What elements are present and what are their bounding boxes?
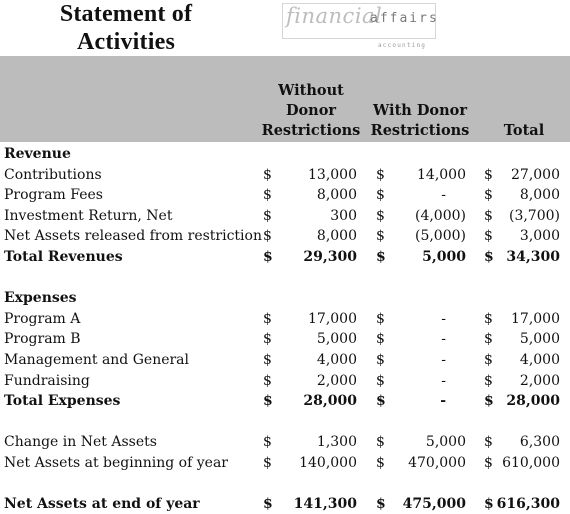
without-donor-value: 141,300 <box>293 496 357 513</box>
currency-sign: $ <box>484 249 494 265</box>
total-value: 27,000 <box>511 166 560 183</box>
table-row <box>0 165 570 185</box>
currency-sign: $ <box>376 228 385 245</box>
title-line-2: Activities <box>77 29 175 55</box>
with-donor-value: (5,000) <box>414 228 466 245</box>
with-donor-value: 5,000 <box>422 249 466 265</box>
header-without-line-3: Restrictions <box>261 122 361 139</box>
without-donor-value: 2,000 <box>316 372 357 389</box>
without-donor-value: 8,000 <box>316 187 357 204</box>
currency-sign: $ <box>484 352 493 368</box>
without-donor-value: 17,000 <box>308 310 357 327</box>
total-row <box>0 494 570 514</box>
total-value: 3,000 <box>519 228 560 245</box>
row-label: Program A <box>4 310 81 327</box>
row-label: Fundraising <box>4 372 90 389</box>
currency-sign: $ <box>484 372 493 389</box>
currency-sign: $ <box>376 207 385 224</box>
table-row <box>0 432 570 452</box>
total-value: (3,700) <box>508 207 560 224</box>
currency-sign: $ <box>376 166 385 183</box>
section-heading-expenses <box>0 288 570 308</box>
currency-sign: $ <box>263 228 272 245</box>
section-label: Expenses <box>4 290 77 307</box>
table-row <box>0 371 570 391</box>
table-row <box>0 329 570 349</box>
spacer-row <box>0 268 570 288</box>
currency-sign: $ <box>376 310 385 327</box>
total-value: 8,000 <box>519 187 560 204</box>
currency-sign: $ <box>263 393 273 410</box>
with-donor-value: 470,000 <box>408 455 466 471</box>
total-value: 6,300 <box>519 434 560 451</box>
logo-tagline: accounting <box>378 42 427 49</box>
total-value: 5,000 <box>519 331 560 348</box>
currency-sign: $ <box>263 434 272 451</box>
row-label: Total Expenses <box>4 393 121 410</box>
currency-sign: $ <box>484 496 494 513</box>
currency-sign: $ <box>484 228 493 245</box>
with-donor-value: 5,000 <box>425 434 466 451</box>
currency-sign: $ <box>376 455 385 471</box>
with-donor-value: - <box>440 393 446 410</box>
with-donor-value: - <box>441 372 446 389</box>
total-value: 610,000 <box>502 455 560 471</box>
currency-sign: $ <box>484 310 493 327</box>
with-donor-value: (4,000) <box>414 207 466 224</box>
row-label: Program Fees <box>4 187 103 204</box>
spacer-row <box>0 474 570 494</box>
currency-sign: $ <box>484 331 493 348</box>
statement-title <box>0 0 252 56</box>
total-value: 28,000 <box>506 393 560 410</box>
section-label: Revenue <box>4 146 71 162</box>
without-donor-value: 28,000 <box>303 393 357 410</box>
without-donor-value: 8,000 <box>316 228 357 245</box>
title-line-1: Statement of <box>59 1 193 27</box>
currency-sign: $ <box>263 207 272 224</box>
currency-sign: $ <box>263 496 273 513</box>
column-header-without-donor <box>259 81 363 141</box>
total-value: 17,000 <box>511 310 560 327</box>
section-heading-revenue <box>0 144 570 164</box>
column-header-total: Total <box>503 122 545 139</box>
without-donor-value: 13,000 <box>308 166 357 183</box>
currency-sign: $ <box>484 393 494 410</box>
currency-sign: $ <box>484 187 493 204</box>
row-label: Change in Net Assets <box>4 434 157 451</box>
header-without-line-2: Donor <box>285 102 337 119</box>
header-with-line-1: With Donor <box>373 102 467 119</box>
table-row <box>0 185 570 205</box>
row-label: Management and General <box>4 352 190 368</box>
with-donor-value: 14,000 <box>417 166 466 183</box>
currency-sign: $ <box>263 372 272 389</box>
table-row <box>0 350 570 370</box>
total-row <box>0 247 570 267</box>
total-value: 616,300 <box>496 496 560 513</box>
row-label: Net Assets at end of year <box>4 496 200 513</box>
currency-sign: $ <box>484 207 493 224</box>
row-label: Total Revenues <box>4 249 123 265</box>
without-donor-value: 29,300 <box>303 249 357 265</box>
with-donor-value: - <box>441 352 446 368</box>
total-value: 2,000 <box>519 372 560 389</box>
currency-sign: $ <box>263 166 272 183</box>
logo-word: affairs <box>370 11 439 26</box>
financial-affairs-logo <box>282 3 438 53</box>
row-label: Net Assets released from restriction <box>4 228 262 245</box>
currency-sign: $ <box>376 187 385 204</box>
currency-sign: $ <box>263 310 272 327</box>
currency-sign: $ <box>484 166 493 183</box>
currency-sign: $ <box>263 249 273 265</box>
total-value: 4,000 <box>519 352 560 368</box>
column-header-with-donor <box>368 101 472 141</box>
row-label: Contributions <box>4 166 102 183</box>
currency-sign: $ <box>263 187 272 204</box>
currency-sign: $ <box>376 393 386 410</box>
header-with-line-2: Restrictions <box>370 122 470 139</box>
with-donor-value: 475,000 <box>402 496 466 513</box>
logo-script-text: financial <box>286 4 383 28</box>
with-donor-value: - <box>441 331 446 348</box>
currency-sign: $ <box>376 249 386 265</box>
currency-sign: $ <box>263 331 272 348</box>
without-donor-value: 4,000 <box>316 352 357 368</box>
currency-sign: $ <box>376 352 385 368</box>
currency-sign: $ <box>484 434 493 451</box>
spacer-row <box>0 412 570 432</box>
without-donor-value: 5,000 <box>316 331 357 348</box>
row-label: Net Assets at beginning of year <box>4 455 228 471</box>
total-row <box>0 391 570 411</box>
row-label: Program B <box>4 331 81 348</box>
total-value: 34,300 <box>506 249 560 265</box>
table-row <box>0 309 570 329</box>
column-header-band <box>0 56 570 142</box>
with-donor-value: - <box>441 187 446 204</box>
table-row <box>0 226 570 246</box>
currency-sign: $ <box>376 496 386 513</box>
without-donor-value: 140,000 <box>299 455 357 471</box>
with-donor-value: - <box>441 310 446 327</box>
currency-sign: $ <box>484 455 493 471</box>
currency-sign: $ <box>376 372 385 389</box>
without-donor-value: 300 <box>330 207 357 224</box>
currency-sign: $ <box>263 455 272 471</box>
without-donor-value: 1,300 <box>316 434 357 451</box>
table-row <box>0 453 570 473</box>
table-row <box>0 206 570 226</box>
currency-sign: $ <box>376 331 385 348</box>
header-without-line-1: Without <box>278 82 344 99</box>
row-label: Investment Return, Net <box>4 207 173 224</box>
currency-sign: $ <box>263 352 272 368</box>
currency-sign: $ <box>376 434 385 451</box>
